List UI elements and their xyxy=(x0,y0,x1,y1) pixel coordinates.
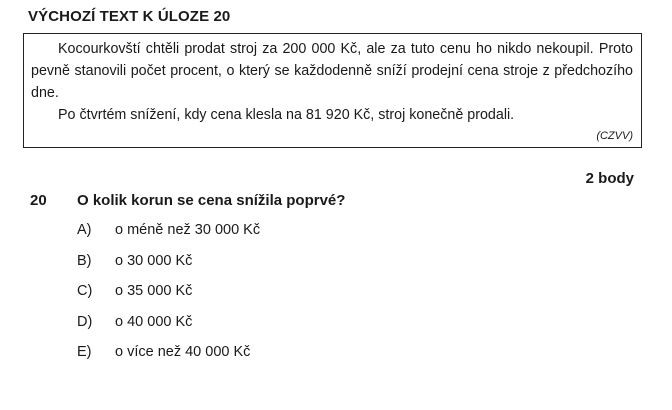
option-letter: D) xyxy=(77,313,93,330)
option-e[interactable] xyxy=(77,344,260,375)
option-d[interactable] xyxy=(77,314,260,345)
source-attribution: (CZVV) xyxy=(596,130,633,142)
option-letter: B) xyxy=(77,252,92,269)
option-text: o 30 000 Kč xyxy=(115,252,193,269)
option-text: o více než 40 000 Kč xyxy=(115,344,251,360)
option-letter: C) xyxy=(77,283,93,299)
passage-paragraph-2: Po čtvrtém snížení, kdy cena klesla na 81 920 Kč, stroj konečně prodali. xyxy=(58,107,515,123)
question-number: 20 xyxy=(30,192,47,209)
option-letter: E) xyxy=(77,344,92,360)
points-label: 2 body xyxy=(585,170,634,187)
section-heading: VÝCHOZÍ TEXT K ÚLOZE 20 xyxy=(28,8,231,25)
option-letter: A) xyxy=(77,222,92,238)
option-a[interactable] xyxy=(77,222,260,253)
question-text: O kolik korun se cena snížila poprvé? xyxy=(77,192,346,209)
option-text: o 35 000 Kč xyxy=(115,283,193,299)
option-c[interactable] xyxy=(77,283,260,314)
source-text-box xyxy=(23,33,642,148)
option-text: o 40 000 Kč xyxy=(115,313,193,330)
passage-paragraph-1: Kocourkovští chtěli prodat stroj za 200 000 Kč, ale za tuto cenu ho nikdo nekoupil. Proto pevně stanovili počet procent, o který se každodenně sníží prodejní cena stroje z předchozího dne. xyxy=(31,41,633,101)
option-b[interactable] xyxy=(77,253,260,284)
answer-options xyxy=(77,222,260,375)
option-text: o méně než 30 000 Kč xyxy=(115,222,261,238)
